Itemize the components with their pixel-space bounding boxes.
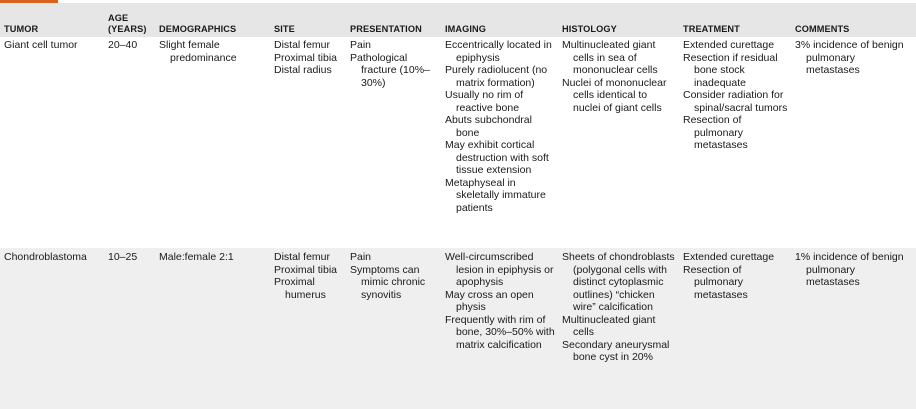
list-item: Well-circumscribed lesion in epiphysis or apophysis (445, 251, 554, 288)
list-item: Abuts subchondral bone (445, 114, 532, 139)
list-item: Resection of pulmonary metastases (683, 114, 748, 151)
list-item: Slight female predominance (159, 39, 237, 64)
list-item: Nuclei of mononuclear cells identical to nuclei of giant cells (562, 76, 667, 114)
list-item: Metaphyseal in skeletally immature patients (445, 176, 546, 214)
cell-tumor-giant-cell: Giant cell tumor (4, 39, 78, 51)
list-item: Purely radiolucent (no matrix formation) (445, 64, 548, 89)
cell-age-giant-cell: 20–40 (108, 39, 138, 51)
cell-imaging-giant-cell (445, 39, 555, 214)
list-item: Distal radius (274, 64, 332, 76)
cell-presentation-giant-cell (350, 39, 436, 89)
header-treatment: TREATMENT (683, 24, 740, 34)
list-item: Usually no rim of reactive bone (445, 89, 524, 114)
list-item: Resection if residual bone stock inadequate (683, 51, 778, 89)
list-item: May cross an open physis (445, 288, 534, 313)
list-item: Pain (350, 39, 372, 51)
cell-demographics-chondroblastoma (159, 251, 271, 264)
cell-tumor-chondroblastoma: Chondroblastoma (4, 251, 87, 263)
list-item: Resection of pulmonary metastases (683, 263, 748, 301)
list-item: Extended curettage (683, 39, 775, 51)
list-item: Multinucleated giant cells (562, 313, 656, 338)
list-item: Extended curettage (683, 251, 775, 263)
header-presentation: PRESENTATION (350, 24, 422, 34)
cell-treatment-giant-cell (683, 39, 789, 152)
cell-site-giant-cell (274, 39, 346, 77)
list-item: Pathological fracture (10%–30%) (350, 51, 430, 89)
header-age-line1: AGE (108, 13, 129, 23)
cell-imaging-chondroblastoma (445, 251, 555, 351)
cell-age-chondroblastoma: 10–25 (108, 251, 138, 263)
header-tumor: TUMOR (4, 24, 39, 34)
header-histology: HISTOLOGY (562, 24, 617, 34)
cell-presentation-chondroblastoma (350, 251, 436, 301)
list-item: Secondary aneurysmal bone cyst in 20% (562, 338, 670, 363)
list-item: Sheets of chondroblasts (polygonal cells with distinct cytoplasmic outlines) “chicken wire” calcification (562, 251, 675, 313)
header-age-line2: (YEARS) (108, 23, 147, 34)
cell-comments-giant-cell (795, 39, 905, 77)
list-item: Distal femur (274, 251, 331, 263)
list-item: 1% incidence of benign pulmonary metastases (795, 251, 904, 288)
list-item: Proximal humerus (274, 276, 326, 301)
list-item: Proximal tibia (274, 51, 338, 64)
list-item: Multinucleated giant cells in sea of mononuclear cells (562, 39, 658, 76)
cell-comments-chondroblastoma (795, 251, 905, 289)
list-item: Symptoms can mimic chronic synovitis (350, 263, 426, 301)
cell-histology-giant-cell (562, 39, 676, 114)
cell-demographics-giant-cell (159, 39, 271, 64)
cell-site-chondroblastoma (274, 251, 346, 301)
list-item: Consider radiation for spinal/sacral tumors (683, 89, 788, 114)
header-demographics: DEMOGRAPHICS (159, 24, 237, 34)
list-item: Distal femur (274, 39, 331, 51)
list-item: 3% incidence of benign pulmonary metastases (795, 39, 904, 76)
list-item: Pain (350, 251, 372, 263)
list-item: Frequently with rim of bone, 30%–50% with matrix calcification (445, 313, 555, 351)
cell-histology-chondroblastoma (562, 251, 676, 364)
header-site: SITE (274, 24, 295, 34)
header-comments: COMMENTS (795, 24, 850, 34)
list-item: May exhibit cortical destruction with soft tissue extension (445, 139, 549, 176)
list-item: Eccentrically located in epiphysis (445, 39, 552, 64)
list-item: Male:female 2:1 (159, 251, 234, 263)
header-age (108, 13, 146, 34)
cell-treatment-chondroblastoma (683, 251, 789, 301)
header-imaging: IMAGING (445, 24, 487, 34)
list-item: Proximal tibia (274, 263, 338, 276)
